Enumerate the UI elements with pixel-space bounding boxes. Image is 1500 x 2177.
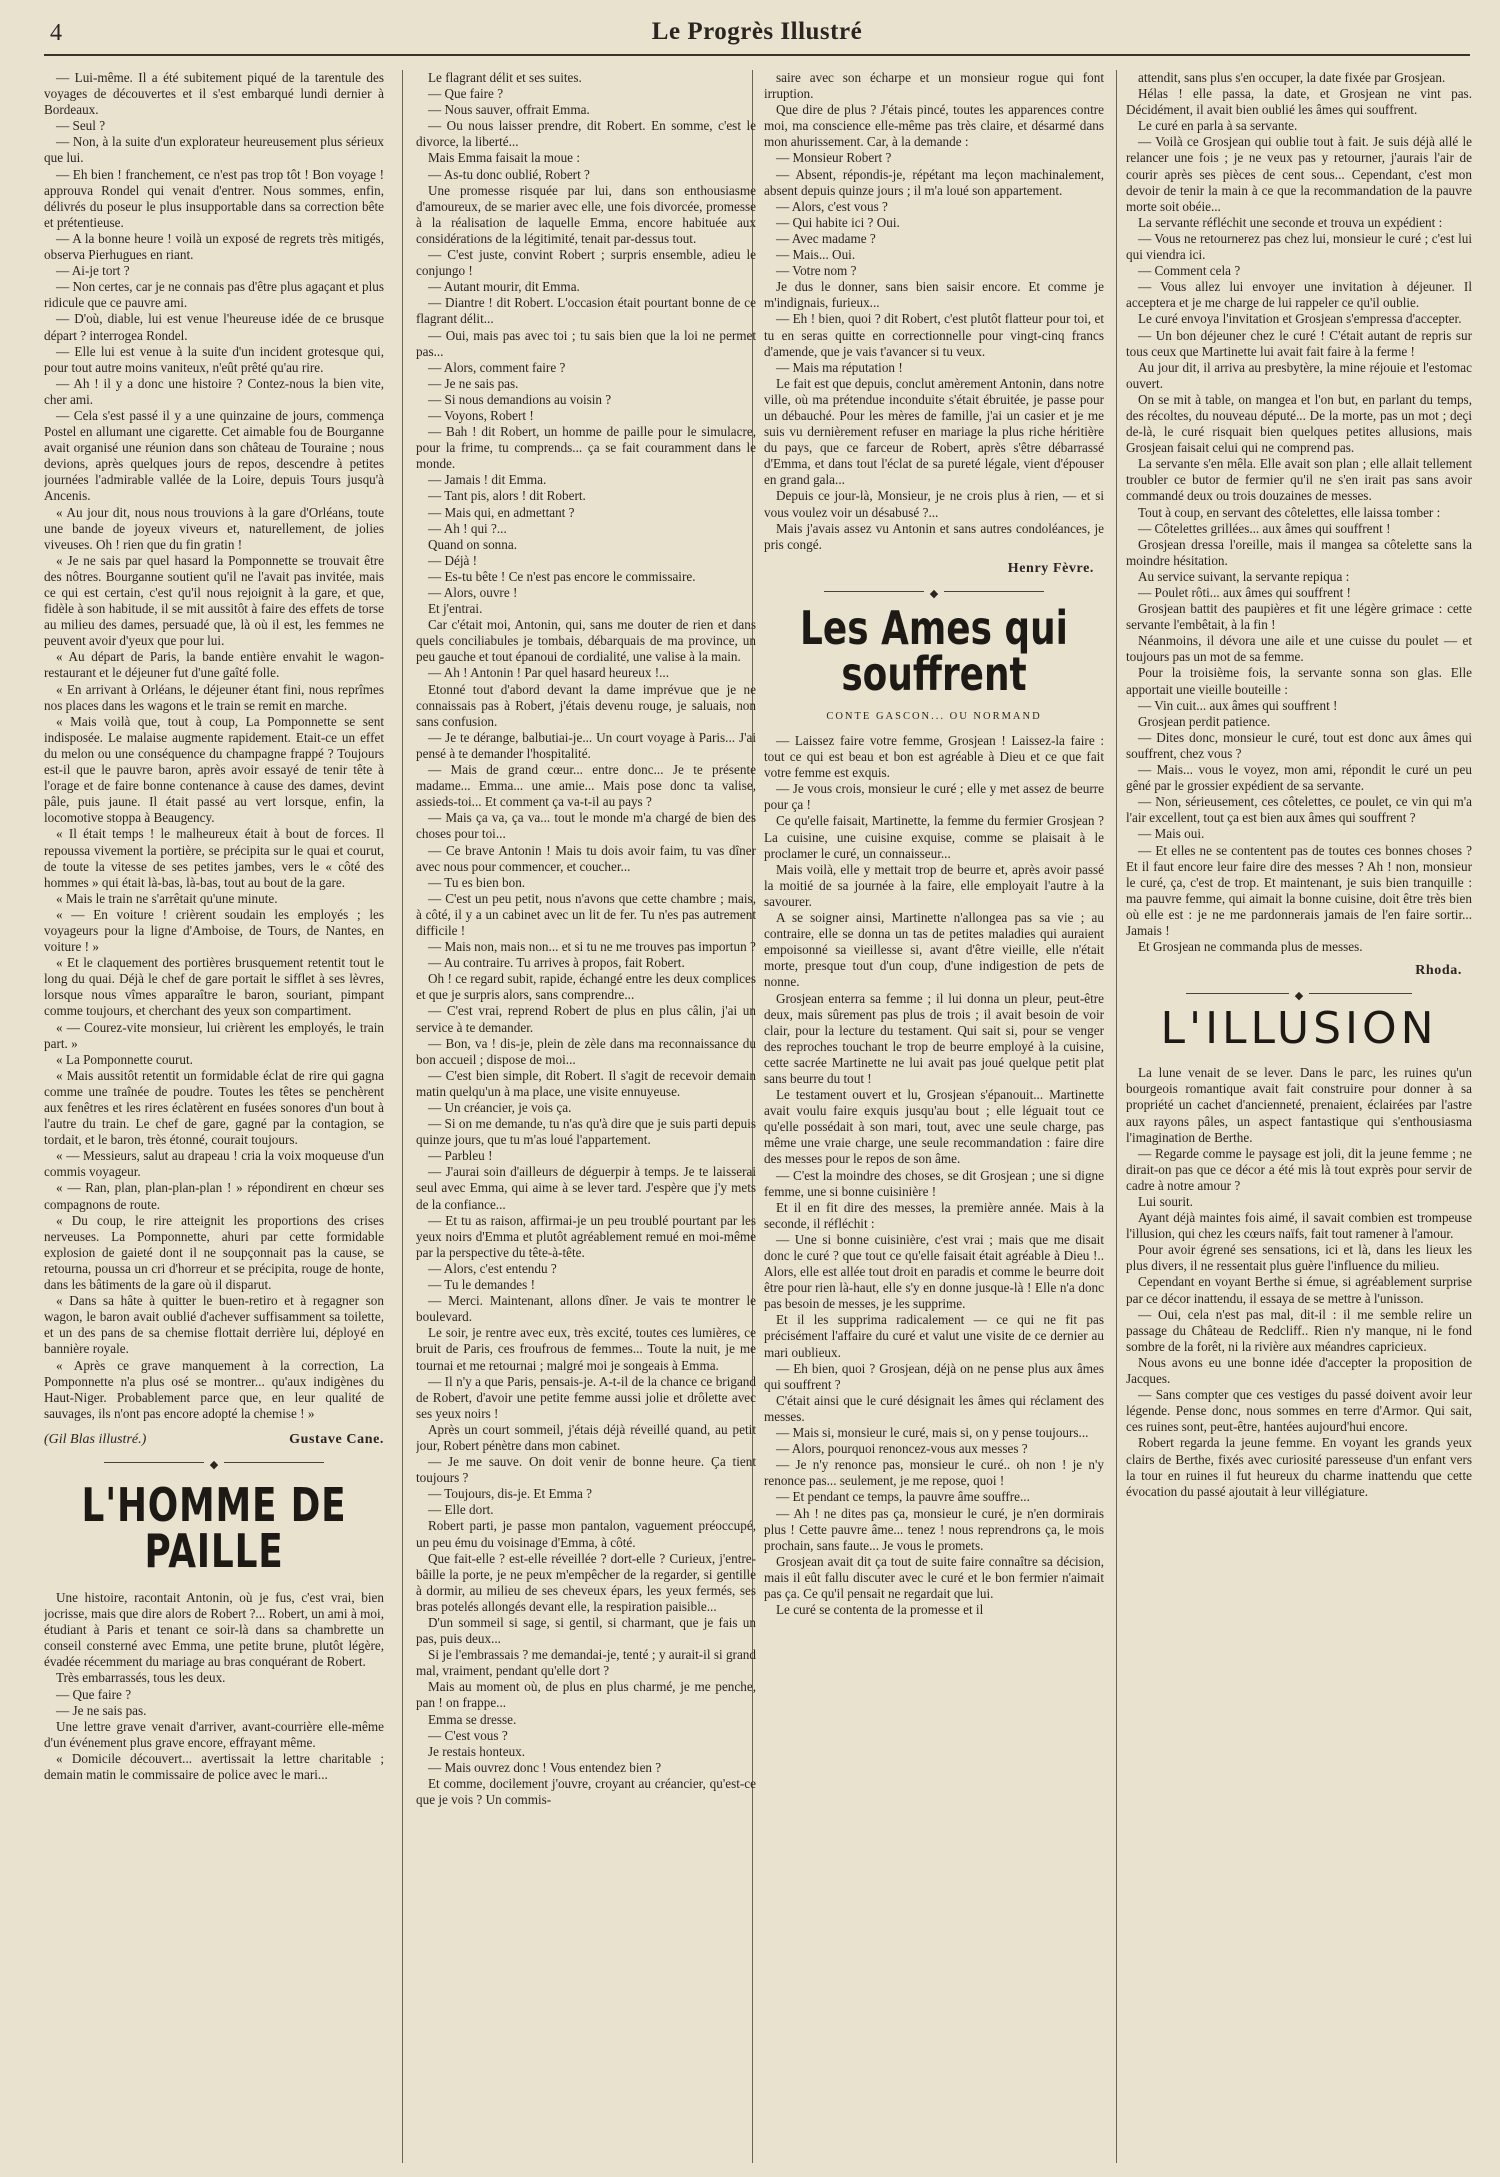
paragraph: — Elle lui est venue à la suite d'un incident grotesque qui, pour tout autre moins vaniteux, n'eût prêté qu'au rire. xyxy=(44,343,384,375)
paragraph: — Mais non, mais non... et si tu ne me trouves pas importun ? xyxy=(428,939,756,955)
paragraph: — Vin cuit... aux âmes qui souffrent ! xyxy=(1138,697,1338,713)
paragraph: — Ah ! qui ?... xyxy=(428,520,507,536)
paragraph: — As-tu donc oublié, Robert ? xyxy=(428,166,590,182)
paragraph: Et il les supprima radicalement — ce qui ne fit pas précisément l'affaire du curé et valut une visite de ce dernier au mari oublieux. xyxy=(764,1312,1104,1360)
paragraph: — Non, à la suite d'un explorateur heureusement plus sérieux que lui. xyxy=(44,134,384,166)
paragraph: Mais j'avais assez vu Antonin et sans autres condoléances, je pris congé. xyxy=(764,520,1104,552)
paragraph: — Vous allez lui envoyer une invitation à déjeuner. Il acceptera et je me charge de lui rappeler ce qu'il oublie. xyxy=(1126,279,1472,311)
paragraph: Pour avoir égrené ses sensations, ici et là, dans les lieux les plus divers, il ne ressentait plus guère l'influence du milieu. xyxy=(1126,1242,1472,1274)
paragraph: Et Grosjean ne commanda plus de messes. xyxy=(1138,939,1363,955)
paragraph: — Mais si, monsieur le curé, mais si, on y pense toujours... xyxy=(776,1425,1089,1441)
paragraph: — Monsieur Robert ? xyxy=(776,150,892,166)
paragraph: Lui sourit. xyxy=(1138,1194,1193,1209)
headline-homme-de-paille: L'HOMME DE PAILLE xyxy=(81,1477,347,1578)
paragraph: saire avec son écharpe et un monsieur rogue qui font irruption. xyxy=(764,70,1104,102)
ornament-divider: ◆ xyxy=(764,585,1104,597)
paragraph: Le curé en parla à sa servante. xyxy=(1138,118,1298,134)
paragraph: — Oui, mais pas avec toi ; tu sais bien que la loi ne permet pas... xyxy=(416,327,756,359)
paragraph: « Et le claquement des portières brusquement retentit tout le long du quai. Déjà le chef de gare portait le sifflet à ses lèvres, lorsque nous vîmes apparaître le baron, souriant, pimpant comme toujours, et cherchant des yeux son compartiment. xyxy=(44,955,384,1019)
column-rule xyxy=(402,70,403,2163)
paragraph: — Et pendant ce temps, la pauvre âme souffre... xyxy=(776,1489,1030,1505)
paragraph: Etonné tout d'abord devant la dame imprévue que je ne connaissais pas à Robert, j'étais devenu rouge, je saluais, non sans confusion. xyxy=(416,681,756,729)
column-4 xyxy=(1126,70,1472,2163)
paragraph: Mais Emma faisait la moue : xyxy=(428,150,580,166)
paragraph: Ayant déjà maintes fois aimé, il savait combien est trompeuse l'illusion, qui chez les cœurs naïfs, fait tout ramener à l'amour. xyxy=(1126,1210,1472,1242)
paragraph: « Mais aussitôt retentit un formidable éclat de rire qui gagna comme une traînée de poudre. Toutes les têtes se penchèrent aux fenêtres et les rires éclatèrent en fusées sonores d'un bout à l'autre du train. Le chef de gare, gagné par la contagion, se tordait, et le baron, très étonné, courait toujours. xyxy=(44,1067,384,1148)
paragraph: — A la bonne heure ! voilà un exposé de regrets très mitigés, observa Pierhugues en riant. xyxy=(44,230,384,263)
paragraph: « — Messieurs, salut au drapeau ! cria la voix moqueuse d'un commis voyageur. xyxy=(44,1148,384,1180)
signature-block xyxy=(44,1432,384,1448)
paragraph: Après un court sommeil, j'étais déjà réveillé quand, au petit jour, Robert pénètre dans mon cabinet. xyxy=(416,1421,756,1453)
paragraph: — Nous sauver, offrait Emma. xyxy=(428,102,590,118)
paragraph: Quand on sonna. xyxy=(428,536,518,552)
paragraph: Je restais honteux. xyxy=(428,1743,526,1759)
paragraph: Une lettre grave venait d'arriver, avant-courrière elle-même d'un événement plus grave encore, effrayant même. xyxy=(44,1718,384,1750)
paragraph: Mais voilà, elle y mettait trop de beurre et, après avoir passé la moitié de sa journée à la faire, elle employait l'autre à la savourer. xyxy=(764,861,1104,909)
column-2 xyxy=(416,70,756,2163)
paragraph: — Alors, pourquoi renoncez-vous aux messes ? xyxy=(776,1441,1028,1457)
paragraph: Au service suivant, la servante repiqua : xyxy=(1138,568,1350,584)
paragraph: « Au jour dit, nous nous trouvions à la gare d'Orléans, toute une bande de joyeux viveurs et, naturellement, de jolies viveuses. Oh ! rien que du fin gratin ! xyxy=(44,504,384,552)
page-number: 4 xyxy=(50,20,62,46)
paragraph: « Domicile découvert... avertissait la lettre charitable ; demain matin le commissaire de police avec le mari... xyxy=(44,1750,384,1782)
paragraph: — Alors, comment faire ? xyxy=(428,359,566,375)
paragraph: — Un bon déjeuner chez le curé ! C'était autant de repris sur tous ceux que Martinette lui avait fait faire à la ferme ! xyxy=(1126,327,1472,359)
paragraph: — Mais de grand cœur... entre donc... Je te présente madame... Emma... une amie... Mais pose donc ta valise, assieds-toi... Et comment ça va-t-il au pays ? xyxy=(416,762,756,810)
page-header xyxy=(44,14,1470,56)
paragraph: — Voyons, Robert ! xyxy=(428,407,534,423)
paragraph: Si je l'embrassais ? me demandai-je, tenté ; y aurait-il si grand mal, vraiment, pendant qu'elle dort ? xyxy=(416,1647,756,1679)
paragraph: Emma se dresse. xyxy=(428,1711,517,1727)
paragraph: — Tu es bien bon. xyxy=(428,874,526,890)
paragraph: — Lui-même. Il a été subitement piqué de la tarentule des voyages de découvertes et il s'est embarqué lundi dernier à Bordeaux. xyxy=(44,70,384,118)
ornament-divider: ◆ xyxy=(44,1456,384,1468)
paragraph: — C'est la moindre des choses, se dit Grosjean ; une si digne femme, une si bonne cuisinière ! xyxy=(764,1167,1104,1199)
paragraph: — Déjà ! xyxy=(428,552,478,568)
paragraph: — Non certes, car je ne connais pas d'être plus agaçant et plus ridicule que ce pauvre ami. xyxy=(44,279,384,311)
paragraph: Grosjean perdit patience. xyxy=(1138,713,1271,729)
paragraph: — Ah ! Antonin ! Par quel hasard heureux !... xyxy=(428,665,669,681)
story-illusion xyxy=(1126,1065,1472,1500)
paragraph: Le fait est que depuis, conclut amèrement Antonin, dans notre ville, où ma prétendue inconduite s'était ébruitée, je passe pour un débauché. Pour les mères de famille, j'ai un casier et je me suis vu dernièrement refuser en mariage la plus riche héritière du pays, que ce farceur de Robert, après s'être débarrassé d'Emma, et dans tout l'éclat de sa pureté légale, vient d'épouser en grand gala... xyxy=(764,375,1104,488)
column-1 xyxy=(44,70,384,2163)
paragraph: Et il en fit dire des messes, la première année. Mais à la seconde, il réfléchit : xyxy=(764,1199,1104,1231)
paragraph: « — Ran, plan, plan-plan-plan ! » répondirent en chœur ses compagnons de route. xyxy=(44,1180,384,1212)
paragraph: — Eh bien, quoi ? Grosjean, déjà on ne pense plus aux âmes qui souffrent ? xyxy=(764,1360,1104,1392)
paragraph: — Jamais ! dit Emma. xyxy=(428,472,547,488)
paragraph: — Comment cela ? xyxy=(1138,263,1241,279)
paragraph: Le flagrant délit et ses suites. xyxy=(428,70,582,85)
paragraph: — Vous ne retournerez pas chez lui, monsieur le curé ; c'est lui qui viendra ici. xyxy=(1126,230,1472,263)
paragraph: — Absent, répondis-je, répétant ma leçon machinalement, absent depuis quinze jours ; il m'a loué son appartement. xyxy=(764,166,1104,198)
paragraph: — Tant pis, alors ! dit Robert. xyxy=(428,488,586,504)
paragraph: — Alors, c'est entendu ? xyxy=(428,1260,557,1276)
paragraph: Mais au moment où, de plus en plus charmé, je me penche, pan ! on frappe... xyxy=(416,1679,756,1711)
paragraph: La lune venait de se lever. Dans le parc, les ruines qu'un bourgeois romantique avait fait construire pour donner à sa propriété un cachet d'ancienneté, prenaient, éclairées par l'astre aux rayons pâles, un aspect fantastique qui s'enthousiasma l'imagination de Berthe. xyxy=(1126,1065,1472,1145)
paragraph: — Toujours, dis-je. Et Emma ? xyxy=(428,1486,593,1502)
paragraph: D'un sommeil si sage, si gentil, si charmant, que je fais un pas, puis deux... xyxy=(416,1615,756,1647)
paragraph: « Du coup, le rire atteignit les proportions des crises nerveuses. La Pomponnette, ahuri par cette formidable explosion de gaieté dont il ne soupçonnait pas la cause, se retourna, poussa un cri d'horreur et se précipita, rouge de honte, dans les bâtiments de la gare où il disparut. xyxy=(44,1212,384,1293)
paragraph: — Avec madame ? xyxy=(776,230,876,246)
paragraph: Robert regarda la jeune femme. En voyant les grands yeux clairs de Berthe, fixés avec curiosité paresseuse d'un enfant vers la tour en ruines il fut heureux du charme inattendu que cette évocation du passé ajoutait à leur villégiature. xyxy=(1126,1435,1472,1499)
paragraph: Je dus le donner, sans bien saisir encore. Et comme je m'indignais, furieux... xyxy=(764,279,1104,311)
paragraph: Tout à coup, en servant des côtelettes, elle laissa tomber : xyxy=(1138,504,1441,520)
story-homme-de-paille-continued xyxy=(416,70,756,1808)
paragraph: — Un créancier, je vois ça. xyxy=(428,1100,572,1115)
paragraph: — Sans compter que ces vestiges du passé doivent avoir leur légende. Pense donc, nous sommes en terre d'Armor. Qui sait, ces ruines sont, peut-être, hantées aujourd'hui encore. xyxy=(1126,1387,1472,1435)
paragraph: — Mais... vous le voyez, mon ami, répondit le curé un peu gêné par le grossier expédient de sa servante. xyxy=(1126,762,1472,794)
story-homme-de-paille-start xyxy=(44,1590,384,1783)
paragraph: — Et elles ne se contentent pas de toutes ces bonnes choses ? Et il faut encore leur faire dire des messes ? Ah ! non, monsieur le curé, ça, c'est de trop. Et maintenant, je suis bien tranquille : ma pauvre femme, qui aimait la bonne cuisine, doit être très bien où elle est : je ne me pardonnerais jamais de l'en faire sortir... Jamais ! xyxy=(1126,842,1472,938)
paragraph: Très embarrassés, tous les deux. xyxy=(56,1670,226,1686)
paragraph: Grosjean dressa l'oreille, mais il mangea sa côtelette sans la moindre hésitation. xyxy=(1126,536,1472,568)
paragraph: Car c'était moi, Antonin, qui, sans me douter de rien et dans quels conciliabules je tombais, débarquais de ma province, un peu gauche et tout épanoui de cordialité, une valise à la main. xyxy=(416,617,756,665)
story-ames-qui-souffrent xyxy=(764,733,1104,1618)
paragraph: — Non, sérieusement, ces côtelettes, ce poulet, ce vin qui m'a l'air excellent, tout ça est bien aux âmes qui souffrent ? xyxy=(1126,794,1472,826)
paragraph: Cependant en voyant Berthe si émue, si agréablement surprise par ce décor inattendu, il essaya de se mettre à l'unisson. xyxy=(1126,1274,1472,1306)
paragraph: — Mais ma réputation ! xyxy=(776,359,903,375)
paragraph: — Qui habite ici ? Oui. xyxy=(776,214,900,230)
paragraph: — Mais ça va, ça va... tout le monde m'a chargé de bien des choses pour toi... xyxy=(416,810,756,842)
paragraph: — Si on me demande, tu n'as qu'à dire que je suis parti depuis quinze jours, que tu m'as loué l'appartement. xyxy=(416,1116,756,1148)
paragraph: — Je ne sais pas. xyxy=(56,1702,147,1718)
paragraph: — Elle dort. xyxy=(428,1502,494,1518)
story-subtitle: CONTE GASCON... OU NORMAND xyxy=(826,710,1042,722)
paragraph: « Mais voilà que, tout à coup, La Pomponnette se sent indisposée. Le malaise augmente rapidement. Etait-ce un effet du melon ou une conséquence du champagne frappé ? Toujours est-il que le pauvre baron, après avoir essayé de tenir tête à l'orage et de faire bonne contenance à cause des dames, devint pâle, puis jaune. Il était passé au vert lorsque, enfin, la locomotive stoppa à Beaugency. xyxy=(44,713,384,826)
paragraph: — Mais qui, en admettant ? xyxy=(428,504,575,520)
paragraph: Ce qu'elle faisait, Martinette, la femme du fermier Grosjean ? La cuisine, une cuisine exquise, comme se plaisait à le proclamer le curé, un connaisseur... xyxy=(764,813,1104,861)
source-credit: (Gil Blas illustré.) xyxy=(44,1431,147,1447)
author-signature: Gustave Cane. xyxy=(289,1431,384,1447)
paragraph: — Alors, c'est vous ? xyxy=(776,198,888,214)
paragraph: On se mit à table, on mangea et l'on but, en parlant du temps, des récoltes, du nouveau député... De la morte, pas un mot ; deçi de-là, le curé risquait bien quelques petites allusions, mais Grosjean faisait celui qui ne comprend pas. xyxy=(1126,391,1472,456)
paragraph: — Je ne sais pas. xyxy=(428,375,519,391)
paragraph: — Cela s'est passé il y a une quinzaine de jours, commença Postel en allumant une cigarette. Cet aimable fou de Bourganne avait organisé une réunion dans son château de Touraine ; nous devions, après quelques jours de repos, descendre à petites journées l'admirable vallée de la Loire, depuis Tours jusqu'à Ancenis. xyxy=(44,407,384,504)
paragraph: — Au contraire. Tu arrives à propos, fait Robert. xyxy=(428,955,685,971)
paragraph: — Bah ! dit Robert, un homme de paille pour le simulacre, pour la frime, tu comprends... ça se fait couramment dans le monde. xyxy=(416,424,756,472)
story-la-pomponnette xyxy=(44,70,384,1422)
paragraph: « Il était temps ! le malheureux était à bout de forces. Il repoussa vivement la portière, se précipita sur le quai et courut, de toute la vitesse de ses petites jambes, vers le « côté des hommes » qui était là-bas, là-bas, tout au bout de la gare. xyxy=(44,826,384,890)
paragraph: Au jour dit, il arriva au presbytère, la mine réjouie et l'estomac ouvert. xyxy=(1126,359,1472,391)
paragraph: — Mais oui. xyxy=(1138,826,1205,842)
paragraph: — Que faire ? xyxy=(56,1686,132,1702)
paragraph: Néanmoins, il dévora une aile et une cuisse du poulet — et toujours pas un mot de sa femme. xyxy=(1126,633,1472,665)
headline-ames-qui-souffrent: Les Ames qui souffrent xyxy=(800,600,1068,701)
paragraph: Oh ! ce regard subit, rapide, échangé entre les deux complices et que je surpris alors, sans comprendre... xyxy=(416,971,756,1003)
paragraph: « Je ne sais par quel hasard la Pomponnette se trouvait être des nôtres. Bourganne soutient qu'il ne l'avait pas invitée, mais ce qui est certain, c'est qu'il nous rejoignit à la gare, et que, fidèle à son habitude, il se mit aussitôt à faire des effets de torse au milieu des dames, persuadé que, là où il est, les femmes ne peuvent avoir d'yeux que pour lui. xyxy=(44,552,384,649)
paragraph: « — Courez-vite monsieur, lui crièrent les employés, le train part. » xyxy=(44,1019,384,1051)
paragraph: — C'est vrai, reprend Robert de plus en plus câlin, j'ai un service à te demander. xyxy=(416,1003,756,1035)
paragraph: « La Pomponnette courut. xyxy=(56,1051,193,1067)
story-homme-de-paille-end xyxy=(764,70,1104,553)
paragraph: Le testament ouvert et lu, Grosjean s'épanouit... Martinette avait voulu faire exquis jusqu'au bout ; elle léguait tout ce qu'elle possédait à son mari, tout, avec une seule charge, pas même une vraie charge, une seule recommandation : faire dire des messes pour le repos de son âme. xyxy=(764,1087,1104,1167)
paragraph: Pour la troisième fois, la servante sonna son glas. Elle apportait une vieille bouteille : xyxy=(1126,665,1472,697)
paragraph: — Et tu as raison, affirmai-je un peu troublé pourtant par les yeux noirs d'Emma et plutôt agréablement remué en moi-même par la perspective du tête-à-tête. xyxy=(416,1212,756,1260)
paragraph: — Alors, ouvre ! xyxy=(428,585,518,600)
paragraph: « Dans sa hâte à quitter le buen-retiro et à regagner son wagon, le baron avait oublié d'achever suffisamment sa toilette, et un des pans de sa chemise flottait derrière lui, déployé en bannière royale. xyxy=(44,1293,384,1357)
paragraph: — Il n'y a que Paris, pensais-je. A-t-il de la chance ce brigand de Robert, d'avoir une petite femme aussi jolie et drôlette avec ses yeux noirs ! xyxy=(416,1373,756,1421)
journal-title: Le Progrès Illustré xyxy=(651,18,863,45)
paragraph: — Seul ? xyxy=(56,118,106,134)
paragraph: — Merci. Maintenant, allons dîner. Je vais te montrer le boulevard. xyxy=(416,1293,756,1325)
paragraph: A se soigner ainsi, Martinette n'allongea pas sa vie ; au contraire, elle se donna un tas de petites maladies qui auraient empoisonné sa vieillesse si, avant d'être vieille, elle n'était morte, presque tout d'un coup, d'une indigestion de pets de nonne. xyxy=(764,910,1104,990)
paragraph: — Votre nom ? xyxy=(776,263,857,279)
paragraph: — Laissez faire votre femme, Grosjean ! Laissez-la faire : tout ce qui est beau et bon est agréable à Dieu et ce que fait votre femme est exquis. xyxy=(764,733,1104,781)
paragraph: Une histoire, racontait Antonin, où je fus, c'est vrai, bien jocrisse, mais que dire alors de Robert ?... Robert, un ami à moi, étudiant à Paris et tenant ce soir-là dans sa chambrette un conseil consterné avec Emma, une petite brune, plutôt légère, évadée récemment du mariage au bras conquérant de Robert. xyxy=(44,1589,384,1670)
paragraph: — Je vous crois, monsieur le curé ; elle y met assez de beurre pour ça ! xyxy=(764,781,1104,813)
paragraph: Grosjean enterra sa femme ; il lui donna un pleur, peut-être deux, mais sûrement pas plus de trois ; il avait besoin de voir clair, pour la lecture du testament. Qui sait si, pour se venger des reproches touchant le trop de beurre employé à la cuisine, cette sacrée Martinette ne lui avait pas joué quelque petit plat sans beurre du tout ! xyxy=(764,990,1104,1086)
paragraph: Grosjean battit des paupières et fit une légère grimace : cette servante l'embêtait, à la fin ! xyxy=(1126,601,1472,633)
paragraph: — Oui, cela n'est pas mal, dit-il : il me semble relire un passage du Château de Redcliff.. Rien n'y manque, ni le fond sombre de la forêt, ni la rivière aux méandres capricieux. xyxy=(1126,1306,1472,1354)
paragraph: — Bon, va ! dis-je, plein de zèle dans ma reconnaissance du bon accueil ; dispose de moi... xyxy=(416,1035,756,1067)
paragraph: — Poulet rôti... aux âmes qui souffrent ! xyxy=(1138,585,1351,600)
paragraph: — Voilà ce Grosjean qui oublie tout à fait. Je suis déjà allé le relancer une fois ; je ne veux pas y retourner, j'aurais l'air de courir après ses pièces de cent sous... Cependant, c'est mon devoir de tenir la main à ce que la recommandation de la pauvre morte soit obéie... xyxy=(1126,134,1472,214)
paragraph: Le curé envoya l'invitation et Grosjean s'empressa d'accepter. xyxy=(1138,311,1462,327)
paragraph: C'était ainsi que le curé désignait les âmes qui réclament des messes. xyxy=(764,1392,1104,1424)
ornament-divider: ◆ xyxy=(1126,987,1472,999)
column-3 xyxy=(764,70,1104,2163)
story-ames-qui-souffrent-end xyxy=(1126,70,1472,955)
paragraph: — C'est vous ? xyxy=(428,1727,508,1743)
paragraph: Nous avons eu une bonne idée d'accepter la proposition de Jacques. xyxy=(1126,1354,1472,1387)
paragraph: Et comme, docilement j'ouvre, croyant au créancier, qu'est-ce que je vois ? Un commis- xyxy=(416,1775,756,1808)
paragraph: — C'est juste, convint Robert ; surpris ensemble, adieu le conjungo ! xyxy=(416,247,756,279)
paragraph: — Dites donc, monsieur le curé, tout est donc aux âmes qui souffrent, chez vous ? xyxy=(1126,729,1472,761)
paragraph: — Je me sauve. On doit venir de bonne heure. Ça tient toujours ? xyxy=(416,1454,756,1486)
paragraph: attendit, sans plus s'en occuper, la date fixée par Grosjean. xyxy=(1138,70,1446,85)
paragraph: — Parbleu ! xyxy=(428,1148,493,1164)
paragraph: — Je te dérange, balbutiai-je... Un court voyage à Paris... J'ai pensé à te demander l'hospitalité. xyxy=(416,729,756,761)
paragraph: Le curé se contenta de la promesse et il xyxy=(776,1602,984,1618)
column-rule xyxy=(1116,70,1117,2163)
paragraph: — Ou nous laisser prendre, dit Robert. En somme, c'est le divorce, la liberté... xyxy=(416,118,756,150)
paragraph: — Mais... Oui. xyxy=(776,247,856,263)
paragraph: — C'est un peu petit, nous n'avons que cette chambre ; mais, à côté, il y a un cabinet avec un lit de fer. Tu n'es pas autrement difficile ! xyxy=(416,890,756,938)
paragraph: La servante réfléchit une seconde et trouva un expédient : xyxy=(1138,214,1443,230)
paragraph: — Ah ! il y a donc une histoire ? Contez-nous la bien vite, cher ami. xyxy=(44,375,384,407)
paragraph: — Mais ouvrez donc ! Vous entendez bien ? xyxy=(428,1759,662,1775)
paragraph: Que fait-elle ? est-elle réveillée ? dort-elle ? Curieux, j'entre-bâille la porte, je ne peux m'empêcher de la regarder, si gentille à dormir, au milieu de ses cheveux épars, les yeux fermés, ses bras potelés allongés devant elle, la respiration paisible... xyxy=(416,1550,756,1614)
paragraph: Et j'entrai. xyxy=(428,601,483,617)
paragraph: — Je n'y renonce pas, monsieur le curé.. oh non ! je n'y renonce pas... seulement, je me repose, quoi ! xyxy=(764,1457,1104,1489)
paragraph: Robert parti, je passe mon pantalon, vaguement préoccupé, un peu ému du voisinage d'Emma, à côté. xyxy=(416,1518,756,1550)
paragraph: Une promesse risquée par lui, dans son enthousiasme d'amoureux, de se marier avec elle, une fois divorcée, promesse à la réalisation de laquelle Emma, encore habituée aux considérations de la légitimité, tenait par-dessus tout. xyxy=(416,182,756,246)
paragraph: — Autant mourir, dit Emma. xyxy=(428,279,580,295)
paragraph: Grosjean avait dit ça tout de suite faire connaître sa décision, mais il eût fallu discuter avec le curé et le bon fermier n'aimait pas ça. Ce qu'il pensait ne regardait que lui. xyxy=(764,1553,1104,1601)
paragraph: Que dire de plus ? J'étais pincé, toutes les apparences contre moi, ma conscience elle-même pas très claire, et désarmé dans mon ahurissement. Car, à la demande : xyxy=(764,102,1104,150)
paragraph: Hélas ! elle passa, la date, et Grosjean ne vint pas. Décidément, il avait bien oublié les âmes qui souffrent. xyxy=(1126,86,1472,118)
paragraph: — Eh ! bien, quoi ? dit Robert, c'est plutôt flatteur pour toi, et tu en seras quitte en correctionnelle pour vingt-cinq francs d'amende, que je vais t'avancer si tu veux. xyxy=(764,311,1104,359)
paragraph: « Au départ de Paris, la bande entière envahit le wagon-restaurant et le déjeuner fut d'une gaîté folle. xyxy=(44,649,384,681)
paragraph: — Si nous demandions au voisin ? xyxy=(428,391,612,407)
author-signature: Rhoda. xyxy=(1415,963,1462,979)
paragraph: — Que faire ? xyxy=(428,86,504,102)
paragraph: — C'est bien simple, dit Robert. Il s'agit de recevoir demain matin quelqu'un à ma place, une visite ennuyeuse. xyxy=(416,1067,756,1099)
paragraph: « Mais le train ne s'arrêtait qu'une minute. xyxy=(56,890,278,906)
paragraph: « Après ce grave manquement à la correction, La Pomponnette n'a plus osé se montrer... qu'aux indigènes du Haut-Niger. Probablement parce que, en leur qualité de sauvages, ils n'ont pas encore adopté la chemise ! » xyxy=(44,1357,384,1421)
paragraph: — Eh bien ! franchement, ce n'est pas trop tôt ! Bon voyage ! approuva Rondel qui venait d'entrer. Nous sommes, enfin, délivrés du poseur le plus insupportable dans sa correction bête et prétentieuse. xyxy=(44,166,384,230)
paragraph: — Côtelettes grillées... aux âmes qui souffrent ! xyxy=(1138,520,1391,536)
paragraph: Depuis ce jour-là, Monsieur, je ne crois plus à rien, — et si vous voulez voir un désabusé ?... xyxy=(764,488,1104,520)
paragraph: — Tu le demandes ! xyxy=(428,1277,535,1293)
paragraph: « En arrivant à Orléans, le déjeuner étant fini, nous reprîmes nos places dans les wagons et le train se remit en marche. xyxy=(44,681,384,713)
author-signature: Henry Fèvre. xyxy=(1007,560,1094,576)
paragraph: La servante s'en mêla. Elle avait son plan ; elle allait tellement troubler ce butor de fermier qu'il ne s'en irait pas sans avoir commandé deux ou trois douzaines de messes. xyxy=(1126,456,1472,504)
paragraph: « — En voiture ! crièrent soudain les employés ; les voyageurs pour la ligne d'Amboise, de Tours, de Nantes, en voiture ! » xyxy=(44,906,384,955)
paragraph: — Ai-je tort ? xyxy=(56,263,130,279)
paragraph: — Regarde comme le paysage est joli, dit la jeune femme ; ne dirait-on pas que ce décor a été mis là tout exprès pour servir de cadre à notre amour ? xyxy=(1126,1145,1472,1193)
headline-illusion: L'ILLUSION xyxy=(1160,1003,1438,1055)
paragraph: — D'où, diable, lui est venue l'heureuse idée de ce brusque départ ? interrogea Rondel. xyxy=(44,311,384,343)
paragraph: — Une si bonne cuisinière, c'est vrai ; mais que me disait donc le curé ? que tout ce qu'elle faisait était agréable à Dieu !.. Alors, elle est allée tout droit en paradis et comme le beurre doit être pour rien là-haut, elle s'y en donne jusque-là ! Elle n'a donc pas besoin de messes, je les supprime. xyxy=(764,1231,1104,1312)
paragraph: — Ce brave Antonin ! Mais tu dois avoir faim, tu vas dîner avec nous pour commencer, et coucher... xyxy=(416,842,756,874)
paragraph: Le soir, je rentre avec eux, très excité, toutes ces lumières, ce bruit de Paris, ces froufrous de femmes... Toute la nuit, je me tournai et me retournai ; malgré moi je songeais à Emma. xyxy=(416,1325,756,1373)
paragraph: — Ah ! ne dites pas ça, monsieur le curé, je n'en dormirais plus ! Cette pauvre âme... tenez ! nous reprendrons ça, le mois prochain, sans faute... Je vous le promets. xyxy=(764,1505,1104,1553)
paragraph: — Diantre ! dit Robert. L'occasion était pourtant bonne de ce flagrant délit... xyxy=(416,295,756,327)
paragraph: — J'aurai soin d'ailleurs de déguerpir à temps. Je te laisserai seul avec Emma, qui aime à se lever tard. J'espère que j'y mets de la confiance... xyxy=(416,1164,756,1212)
paragraph: — Es-tu bête ! Ce n'est pas encore le commissaire. xyxy=(428,568,696,584)
